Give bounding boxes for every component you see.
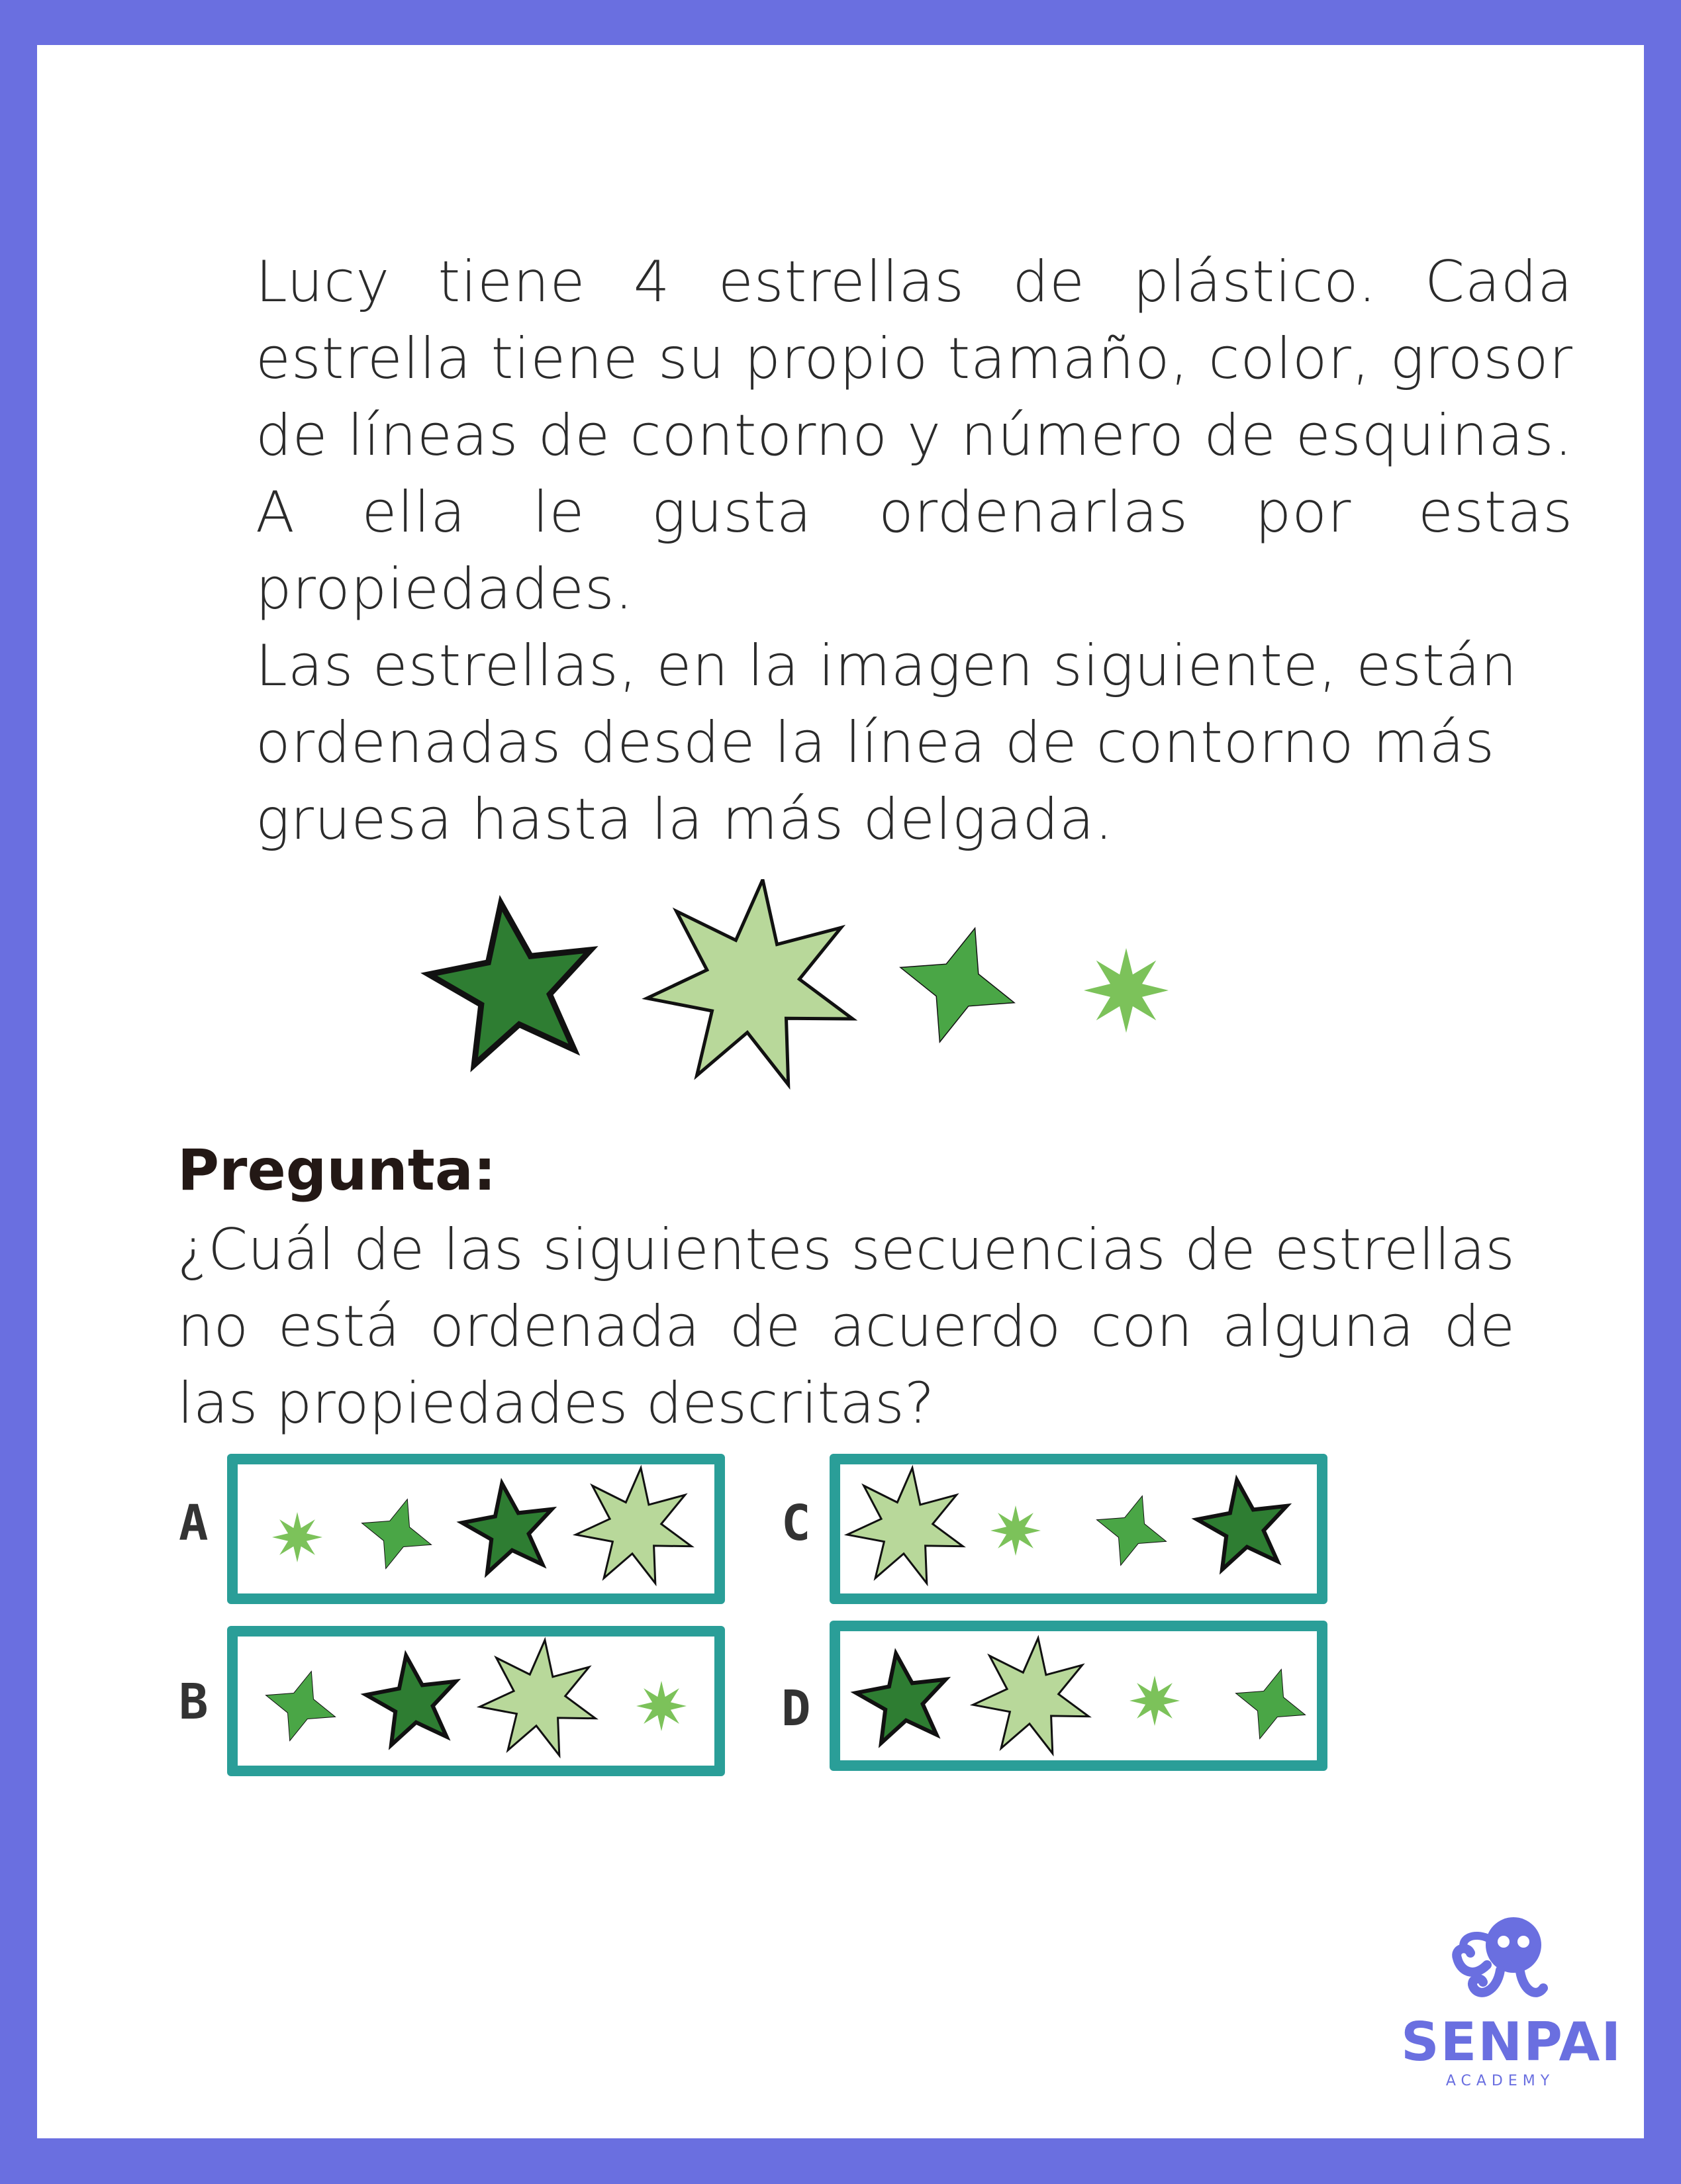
star-small-8pt [636, 1681, 687, 1731]
question-text: ¿Cuál de las siguientes secuencias de estrellas no está ordenada de acuerdo con alguna de las propiedades descritas? [177, 1217, 1515, 1437]
star-thick-dark-5pt [462, 1484, 552, 1573]
star-medium-light-7pt [973, 1638, 1089, 1753]
option-d-stars [840, 1631, 1317, 1760]
star-thin-mid-4pt [266, 1672, 336, 1741]
question-heading: Pregunta: [177, 1137, 497, 1204]
option-b-stars [238, 1637, 714, 1766]
option-b-box[interactable] [227, 1626, 725, 1776]
star-thick-dark-5pt [1197, 1480, 1286, 1570]
star-small-8pt [272, 1512, 322, 1562]
star-medium-light-7pt [576, 1468, 692, 1583]
worksheet-page [37, 45, 1644, 2138]
star-thick-dark-5pt [429, 904, 591, 1065]
option-a-stars [238, 1464, 714, 1593]
star-thin-mid-4pt [900, 928, 1014, 1042]
option-c-stars [840, 1464, 1317, 1593]
option-a-box[interactable] [227, 1454, 725, 1604]
star-thin-mid-4pt [1097, 1496, 1167, 1566]
star-medium-light-7pt [647, 880, 852, 1085]
star-thin-mid-4pt [1236, 1670, 1306, 1739]
star-sequence [37, 879, 1644, 1098]
option-d-label: D [781, 1680, 811, 1737]
intro-text [256, 244, 1573, 858]
option-d-box[interactable] [830, 1621, 1327, 1771]
star-thin-mid-4pt [362, 1499, 432, 1569]
star-medium-light-7pt [480, 1640, 596, 1755]
intro-paragraph-2: Las estrellas, en la imagen siguiente, están ordenadas desde la línea de contorno más gruesa hasta la más delgada. [256, 633, 1518, 853]
option-b-label: B [179, 1674, 209, 1731]
option-c-box[interactable] [830, 1454, 1327, 1604]
star-thick-dark-5pt [856, 1654, 945, 1743]
intro-paragraph-1: Lucy tiene 4 estrellas de plástico. Cada estrella tiene su propio tamaño, color, grosor de líneas de contorno y número de esquinas. A ella le gusta ordenarlas por estas propiedades. [256, 249, 1573, 622]
senpai-academy-logo [1401, 1912, 1623, 2089]
logo-subtitle: ACADEMY [1445, 2073, 1555, 2089]
star-small-8pt [1129, 1676, 1180, 1726]
star-thick-dark-5pt [366, 1656, 456, 1745]
option-c-label: C [781, 1495, 811, 1552]
octopus-icon [1434, 1912, 1566, 2005]
star-small-8pt [990, 1505, 1041, 1556]
logo-name: SENPAI [1401, 2011, 1623, 2073]
star-small-8pt [1084, 948, 1169, 1033]
star-medium-light-7pt [847, 1468, 963, 1583]
option-a-label: A [179, 1495, 209, 1552]
